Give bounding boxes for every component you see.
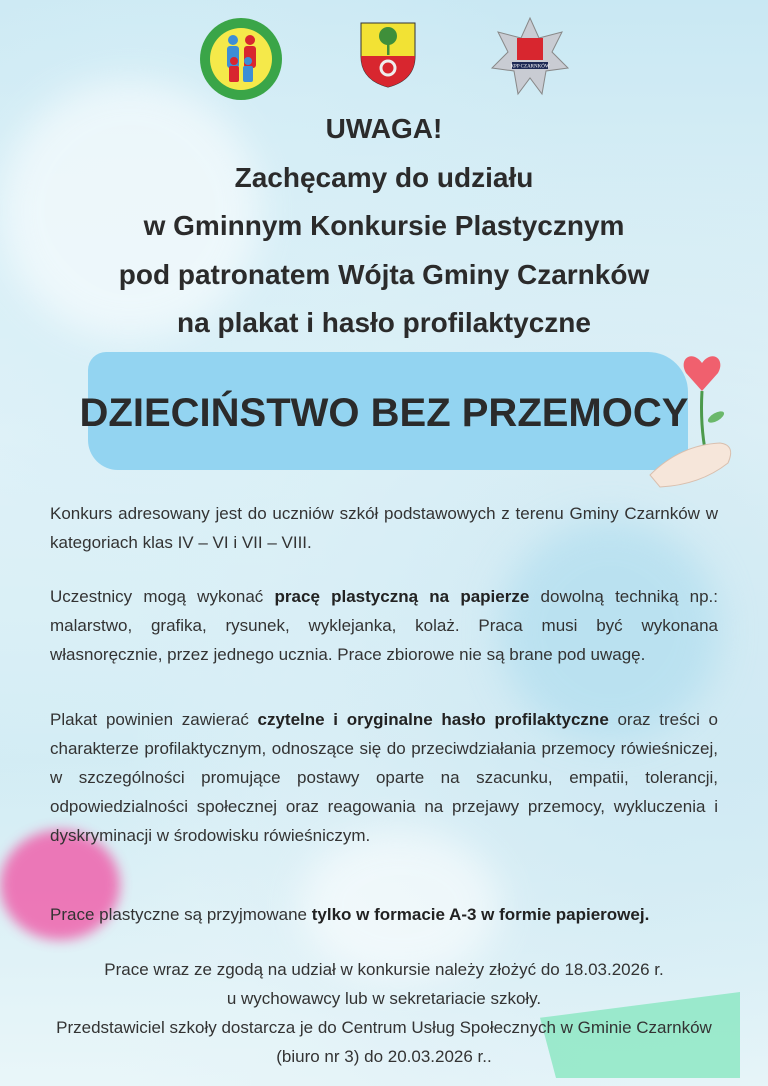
text: dowolną techniką np.: malarstwo, grafika, rysunek, wyklejanka, kolaż. Praca musi być wykonana własnoręcznie, przez jednego ucznia. Prace zbiorowe nie są brane pod uwagę. <box>50 587 718 664</box>
title-line: pod patronatem Wójta Gminy Czarnków <box>118 258 650 290</box>
paragraph-format <box>50 900 718 929</box>
paragraph-technique <box>50 582 718 669</box>
contest-headline: DZIECIŃSTWO BEZ PRZEMOCY <box>79 391 689 435</box>
title-line: w Gminnym Konkursie Plastycznym <box>143 210 625 241</box>
bold-text: tylko w formacie A-3 w formie papierowej. <box>311 905 650 924</box>
coat-of-arms-logo <box>360 22 416 88</box>
footer-line: Prace wraz ze zgodą na udział w konkursie należy złożyć do 18.03.2026 r. <box>104 960 664 979</box>
hand-with-heart-flower-icon <box>640 345 740 495</box>
bold-text: pracę plastyczną na papierze <box>274 587 530 606</box>
text: oraz treści o charakterze profilaktycznym, odnoszące się do przeciwdziałania przemocy rówieśniczej, w szczególności promujące postawy oparte na szacunku, empatii, tolerancji, odpowiedzialności społecznej oraz reagowania na przejawy przemocy, wykluczenia i dyskryminacji w środowisku rówieśniczym. <box>50 710 718 845</box>
bold-text: czytelne i oryginalne hasło profilaktyczne <box>257 710 609 729</box>
footer-line: Przedstawiciel szkoły dostarcza je do Centrum Usług Społecznych w Gminie Czarnków (biuro nr 3) do 20.03.2026 r.. <box>56 1018 712 1066</box>
police-star-logo <box>490 16 570 96</box>
commission-logo <box>198 16 284 102</box>
svg-text:KPP CZARNKÓW: KPP CZARNKÓW <box>510 64 550 70</box>
logo-row <box>0 14 768 94</box>
paragraph-eligibility: Konkurs adresowany jest do uczniów szkół podstawowych z terenu Gminy Czarnków w kategoriach klas IV – VI i VII – VIII. <box>50 504 718 552</box>
text: Uczestnicy mogą wykonać <box>50 587 275 606</box>
submission-info <box>40 955 728 1071</box>
text: Prace plastyczne są przyjmowane <box>50 905 312 924</box>
announcement-title <box>0 105 768 348</box>
text: Plakat powinien zawierać <box>50 710 258 729</box>
title-line: UWAGA! <box>325 113 443 144</box>
title-line: na plakat i hasło profilaktyczne <box>177 307 591 338</box>
title-line: Zachęcamy do udziału <box>234 161 534 193</box>
paragraph-content <box>50 705 718 850</box>
footer-line: u wychowawcy lub w sekretariacie szkoły. <box>226 989 542 1008</box>
